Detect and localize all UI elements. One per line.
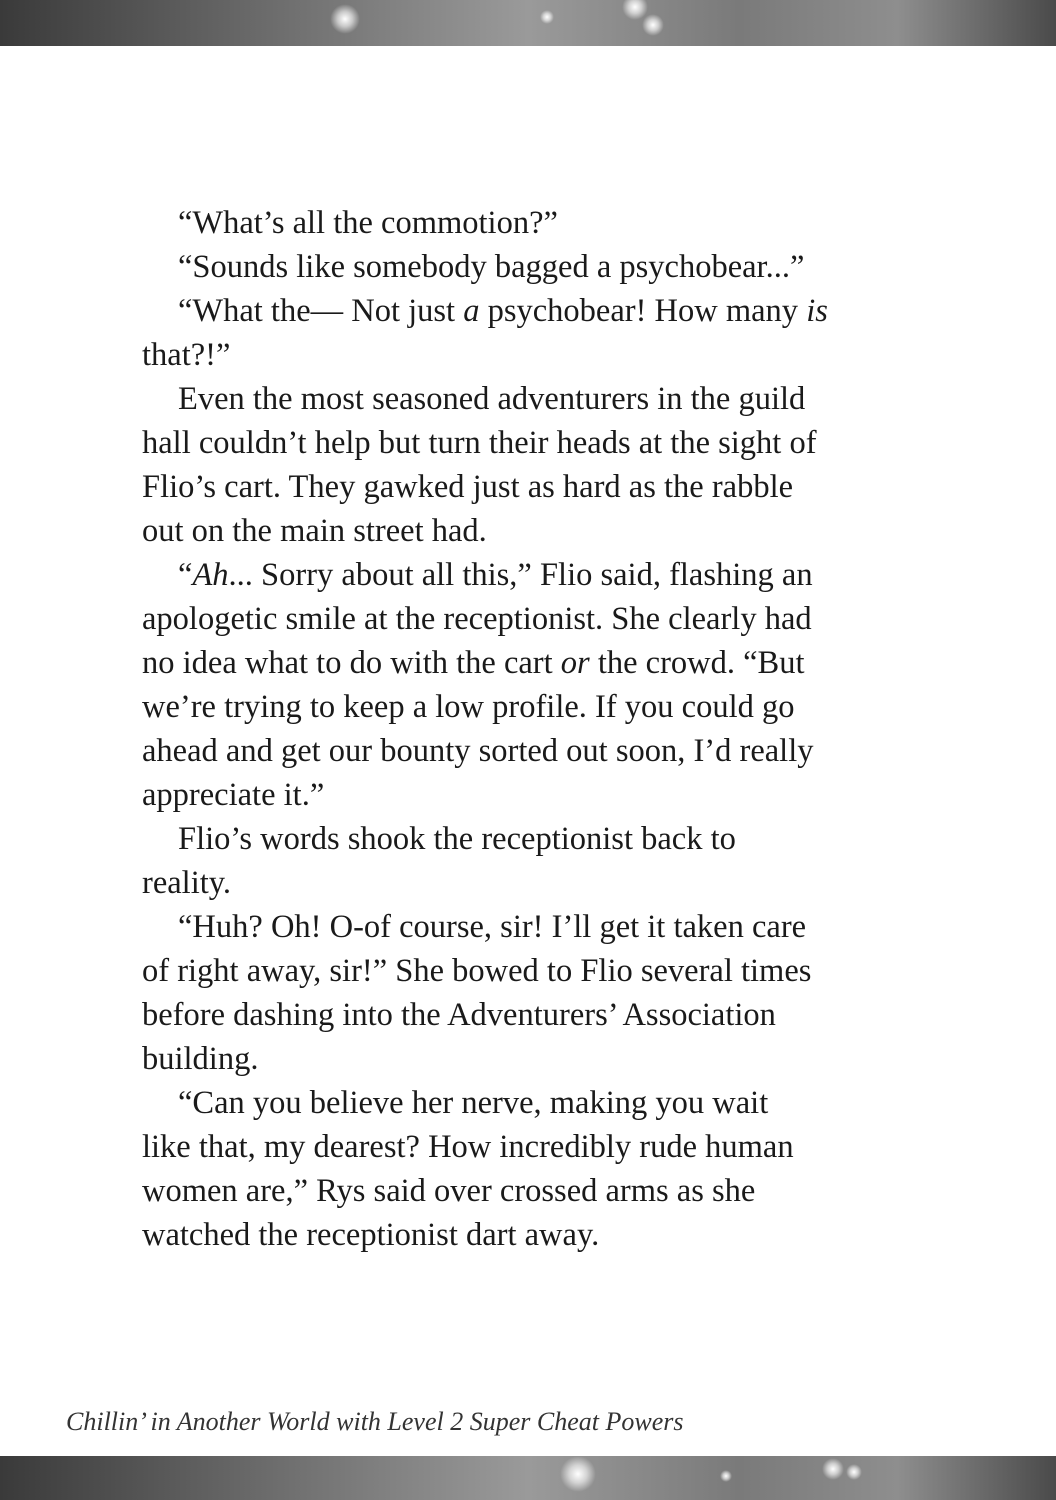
text-segment: Even the most seasoned adventurers in the guild xyxy=(178,381,806,417)
text-segment: “Huh? Oh! O-of course, sir! I’ll get it taken care xyxy=(178,909,807,945)
paragraph xyxy=(142,289,882,377)
text-line xyxy=(142,465,882,509)
text-line xyxy=(142,685,882,729)
text-segment: Flio’s words shook the receptionist back to xyxy=(178,821,736,857)
top-decorative-band xyxy=(0,0,1056,46)
text-line xyxy=(142,641,882,685)
italic-text: is xyxy=(806,293,828,329)
text-line xyxy=(142,1169,882,1213)
book-title-footer: Chillin’ in Another World with Level 2 Super Cheat Powers xyxy=(66,1407,684,1436)
body-text xyxy=(142,201,882,1257)
text-segment: reality. xyxy=(142,865,232,901)
text-segment: the crowd. “But xyxy=(589,645,805,681)
text-line xyxy=(142,729,882,773)
text-line xyxy=(142,1037,882,1081)
paragraph xyxy=(142,553,882,817)
text-line xyxy=(142,289,882,333)
text-segment: “What the— Not just xyxy=(178,293,464,329)
paragraph xyxy=(142,1081,882,1257)
sparkle-decoration xyxy=(560,1456,596,1492)
text-segment: psychobear! How many xyxy=(479,293,807,329)
italic-text: Ah xyxy=(192,557,229,593)
text-segment: we’re trying to keep a low profile. If you could go xyxy=(142,689,795,725)
paragraph xyxy=(142,245,882,289)
text-line xyxy=(142,817,882,861)
text-line xyxy=(142,773,882,817)
text-segment: “Can you believe her nerve, making you wait xyxy=(178,1085,769,1121)
text-segment: no idea what to do with the cart xyxy=(142,645,561,681)
text-segment: out on the main street had. xyxy=(142,513,487,549)
sparkle-decoration xyxy=(642,14,664,36)
text-segment: before dashing into the Adventurers’ Association xyxy=(142,997,776,1033)
text-line xyxy=(142,597,882,641)
text-line xyxy=(142,377,882,421)
text-segment: building. xyxy=(142,1041,259,1077)
text-segment: “What’s all the commotion?” xyxy=(178,205,558,241)
italic-text: a xyxy=(463,293,480,329)
bottom-decorative-band xyxy=(0,1456,1056,1500)
sparkle-decoration xyxy=(846,1464,862,1480)
text-line xyxy=(142,993,882,1037)
text-line xyxy=(142,421,882,465)
text-line xyxy=(142,333,882,377)
text-segment: of right away, sir!” She bowed to Flio several times xyxy=(142,953,812,989)
text-line xyxy=(142,949,882,993)
sparkle-decoration xyxy=(822,1458,844,1480)
paragraph xyxy=(142,377,882,553)
italic-text: or xyxy=(560,645,590,681)
text-line xyxy=(142,1081,882,1125)
paragraph xyxy=(142,905,882,1081)
paragraph xyxy=(142,817,882,905)
text-segment: ahead and get our bounty sorted out soon, I’d really xyxy=(142,733,814,769)
text-line xyxy=(142,905,882,949)
text-line xyxy=(142,245,882,289)
text-segment: “Sounds like somebody bagged a psychobear...” xyxy=(178,249,805,285)
text-segment: “ xyxy=(178,557,193,593)
sparkle-decoration xyxy=(720,1470,732,1482)
text-line xyxy=(142,553,882,597)
text-segment: women are,” Rys said over crossed arms as she xyxy=(142,1173,756,1209)
text-segment: Flio’s cart. They gawked just as hard as the rabble xyxy=(142,469,794,505)
text-segment: that?!” xyxy=(142,337,231,373)
text-segment: ... Sorry about all this,” Flio said, flashing an xyxy=(228,557,813,593)
text-line xyxy=(142,1213,882,1257)
sparkle-decoration xyxy=(330,4,360,34)
sparkle-decoration xyxy=(540,10,554,24)
text-segment: appreciate it.” xyxy=(142,777,325,813)
text-segment: watched the receptionist dart away. xyxy=(142,1217,600,1253)
text-segment: hall couldn’t help but turn their heads at the sight of xyxy=(142,425,817,461)
paragraph xyxy=(142,201,882,245)
text-line xyxy=(142,1125,882,1169)
text-line xyxy=(142,509,882,553)
text-segment: apologetic smile at the receptionist. She clearly had xyxy=(142,601,812,637)
text-line xyxy=(142,861,882,905)
text-segment: like that, my dearest? How incredibly rude human xyxy=(142,1129,794,1165)
text-line xyxy=(142,201,882,245)
